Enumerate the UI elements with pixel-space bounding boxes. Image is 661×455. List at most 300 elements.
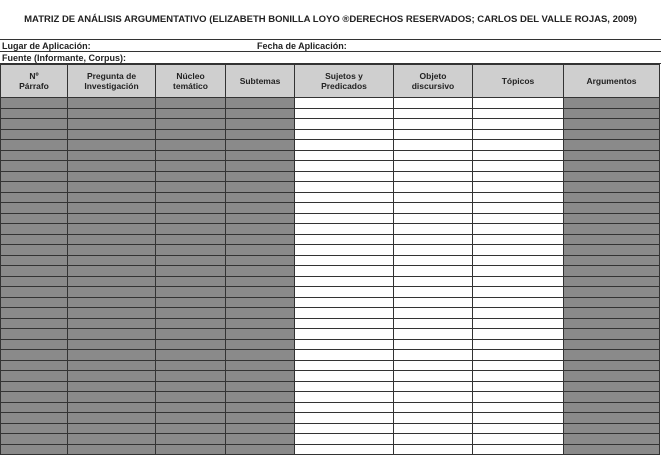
table-cell[interactable] (295, 339, 394, 350)
table-row (1, 171, 660, 182)
table-cell[interactable] (394, 119, 473, 130)
table-cell[interactable] (1, 287, 68, 298)
table-cell[interactable] (473, 234, 564, 245)
table-cell[interactable] (473, 297, 564, 308)
table-row (1, 360, 660, 371)
table-cell[interactable] (68, 129, 156, 140)
table-row (1, 392, 660, 403)
table-cell[interactable] (1, 444, 68, 455)
table-row (1, 161, 660, 172)
table-cell[interactable] (394, 329, 473, 340)
table-cell[interactable] (226, 119, 295, 130)
table-cell[interactable] (564, 297, 660, 308)
table-cell[interactable] (1, 266, 68, 277)
table-cell[interactable] (564, 308, 660, 319)
table-cell[interactable] (1, 255, 68, 266)
table-cell[interactable] (564, 140, 660, 151)
table-cell[interactable] (473, 308, 564, 319)
table-cell[interactable] (394, 434, 473, 445)
table-cell[interactable] (1, 150, 68, 161)
table-cell[interactable] (68, 318, 156, 329)
table-cell[interactable] (394, 224, 473, 235)
table-cell[interactable] (564, 192, 660, 203)
table-cell[interactable] (68, 192, 156, 203)
table-cell[interactable] (156, 140, 226, 151)
table-cell[interactable] (473, 287, 564, 298)
table-cell[interactable] (156, 381, 226, 392)
table-cell[interactable] (295, 350, 394, 361)
table-cell[interactable] (295, 297, 394, 308)
table-cell[interactable] (156, 413, 226, 424)
table-cell[interactable] (1, 203, 68, 214)
table-cell[interactable] (1, 413, 68, 424)
table-cell[interactable] (473, 350, 564, 361)
table-cell[interactable] (473, 381, 564, 392)
table-cell[interactable] (473, 119, 564, 130)
table-cell[interactable] (473, 360, 564, 371)
table-cell[interactable] (156, 108, 226, 119)
table-cell[interactable] (1, 213, 68, 224)
table-row (1, 371, 660, 382)
table-cell[interactable] (156, 119, 226, 130)
table-cell[interactable] (68, 308, 156, 319)
table-row (1, 444, 660, 455)
table-cell[interactable] (1, 329, 68, 340)
table-row (1, 245, 660, 256)
table-cell[interactable] (564, 129, 660, 140)
table-cell[interactable] (226, 140, 295, 151)
table-cell[interactable] (68, 98, 156, 109)
table-cell[interactable] (473, 129, 564, 140)
table-cell[interactable] (564, 381, 660, 392)
analysis-table (0, 64, 660, 455)
table-body (1, 98, 660, 455)
table-cell[interactable] (226, 371, 295, 382)
table-cell[interactable] (473, 339, 564, 350)
table-cell[interactable] (473, 213, 564, 224)
table-cell[interactable] (156, 371, 226, 382)
table-cell[interactable] (473, 150, 564, 161)
table-cell[interactable] (156, 276, 226, 287)
table-cell[interactable] (226, 444, 295, 455)
table-cell[interactable] (68, 329, 156, 340)
table-cell[interactable] (156, 266, 226, 277)
table-cell[interactable] (226, 434, 295, 445)
table-cell[interactable] (1, 98, 68, 109)
table-cell[interactable] (68, 371, 156, 382)
table-cell[interactable] (156, 224, 226, 235)
table-cell[interactable] (394, 192, 473, 203)
table-cell[interactable] (564, 98, 660, 109)
table-cell[interactable] (295, 434, 394, 445)
table-cell[interactable] (473, 329, 564, 340)
table-cell[interactable] (295, 150, 394, 161)
table-cell[interactable] (473, 266, 564, 277)
table-cell[interactable] (394, 129, 473, 140)
table-cell[interactable] (1, 192, 68, 203)
table-cell[interactable] (1, 381, 68, 392)
table-cell[interactable] (156, 339, 226, 350)
table-cell[interactable] (394, 339, 473, 350)
table-row (1, 350, 660, 361)
table-cell[interactable] (226, 245, 295, 256)
table-cell[interactable] (394, 234, 473, 245)
table-cell[interactable] (68, 119, 156, 130)
table-cell[interactable] (295, 318, 394, 329)
table-cell[interactable] (226, 381, 295, 392)
table-cell[interactable] (295, 161, 394, 172)
table-cell[interactable] (564, 392, 660, 403)
table-cell[interactable] (226, 360, 295, 371)
table-cell[interactable] (156, 245, 226, 256)
table-cell[interactable] (226, 213, 295, 224)
table-cell[interactable] (394, 381, 473, 392)
table-cell[interactable] (295, 192, 394, 203)
table-cell[interactable] (156, 297, 226, 308)
table-cell[interactable] (1, 360, 68, 371)
table-cell[interactable] (295, 171, 394, 182)
table-cell[interactable] (394, 161, 473, 172)
table-cell[interactable] (473, 402, 564, 413)
table-cell[interactable] (564, 119, 660, 130)
table-cell[interactable] (394, 360, 473, 371)
table-cell[interactable] (564, 371, 660, 382)
table-cell[interactable] (1, 276, 68, 287)
table-cell[interactable] (226, 297, 295, 308)
table-cell[interactable] (1, 371, 68, 382)
table-cell[interactable] (1, 308, 68, 319)
table-cell[interactable] (295, 266, 394, 277)
table-cell[interactable] (473, 245, 564, 256)
table-cell[interactable] (295, 108, 394, 119)
table-cell[interactable] (295, 381, 394, 392)
col-header-nucleo: Núcleo temático (156, 65, 226, 98)
table-cell[interactable] (1, 245, 68, 256)
table-cell[interactable] (226, 234, 295, 245)
table-cell[interactable] (156, 308, 226, 319)
table-cell[interactable] (473, 140, 564, 151)
meta-row-fuente (0, 52, 661, 64)
table-cell[interactable] (226, 171, 295, 182)
table-cell[interactable] (473, 255, 564, 266)
table-cell[interactable] (473, 98, 564, 109)
meta-row-lugar-fecha (0, 40, 661, 52)
table-cell[interactable] (295, 182, 394, 193)
table-cell[interactable] (394, 287, 473, 298)
table-cell[interactable] (295, 308, 394, 319)
table-cell[interactable] (1, 434, 68, 445)
table-cell[interactable] (394, 276, 473, 287)
table-cell[interactable] (564, 161, 660, 172)
table-row (1, 308, 660, 319)
table-cell[interactable] (564, 434, 660, 445)
table-cell[interactable] (226, 392, 295, 403)
table-cell[interactable] (564, 329, 660, 340)
table-cell[interactable] (68, 360, 156, 371)
table-cell[interactable] (295, 392, 394, 403)
table-cell[interactable] (226, 276, 295, 287)
table-cell[interactable] (68, 245, 156, 256)
table-cell[interactable] (1, 339, 68, 350)
table-cell[interactable] (156, 234, 226, 245)
table-cell[interactable] (473, 224, 564, 235)
table-cell[interactable] (156, 182, 226, 193)
table-cell[interactable] (295, 234, 394, 245)
table-cell[interactable] (295, 140, 394, 151)
table-cell[interactable] (394, 255, 473, 266)
table-cell[interactable] (295, 213, 394, 224)
table-cell[interactable] (564, 318, 660, 329)
table-cell[interactable] (473, 276, 564, 287)
table-cell[interactable] (226, 192, 295, 203)
table-cell[interactable] (156, 255, 226, 266)
table-cell[interactable] (394, 171, 473, 182)
table-cell[interactable] (473, 444, 564, 455)
table-row (1, 203, 660, 214)
table-cell[interactable] (394, 108, 473, 119)
table-cell[interactable] (394, 371, 473, 382)
table-row (1, 224, 660, 235)
table-cell[interactable] (394, 444, 473, 455)
table-cell[interactable] (156, 402, 226, 413)
table-cell[interactable] (295, 371, 394, 382)
table-row (1, 381, 660, 392)
table-cell[interactable] (564, 266, 660, 277)
table-cell[interactable] (473, 161, 564, 172)
table-cell[interactable] (156, 350, 226, 361)
table-cell[interactable] (564, 213, 660, 224)
table-cell[interactable] (564, 276, 660, 287)
table-cell[interactable] (156, 203, 226, 214)
table-cell[interactable] (68, 444, 156, 455)
table-cell[interactable] (226, 329, 295, 340)
table-cell[interactable] (156, 150, 226, 161)
table-cell[interactable] (1, 119, 68, 130)
table-cell[interactable] (1, 392, 68, 403)
table-cell[interactable] (394, 308, 473, 319)
table-cell[interactable] (394, 98, 473, 109)
table-cell[interactable] (394, 182, 473, 193)
table-cell[interactable] (1, 234, 68, 245)
table-cell[interactable] (394, 245, 473, 256)
table-cell[interactable] (564, 234, 660, 245)
table-cell[interactable] (564, 203, 660, 214)
fecha-label: Fecha de Aplicación: (257, 41, 347, 51)
table-cell[interactable] (295, 329, 394, 340)
table-cell[interactable] (564, 287, 660, 298)
table-cell[interactable] (295, 203, 394, 214)
table-row (1, 287, 660, 298)
table-cell[interactable] (226, 266, 295, 277)
table-cell[interactable] (564, 245, 660, 256)
table-cell[interactable] (295, 287, 394, 298)
table-cell[interactable] (473, 203, 564, 214)
table-cell[interactable] (295, 98, 394, 109)
table-row (1, 140, 660, 151)
table-cell[interactable] (1, 140, 68, 151)
table-cell[interactable] (473, 108, 564, 119)
table-cell[interactable] (68, 150, 156, 161)
table-row (1, 329, 660, 340)
table-cell[interactable] (156, 360, 226, 371)
table-row (1, 413, 660, 424)
table-cell[interactable] (394, 392, 473, 403)
table-cell[interactable] (156, 98, 226, 109)
table-cell[interactable] (564, 108, 660, 119)
table-cell[interactable] (394, 203, 473, 214)
table-cell[interactable] (295, 129, 394, 140)
table-cell[interactable] (1, 350, 68, 361)
table-cell[interactable] (564, 402, 660, 413)
table-cell[interactable] (564, 150, 660, 161)
table-cell[interactable] (1, 297, 68, 308)
table-cell[interactable] (564, 339, 660, 350)
table-cell[interactable] (394, 213, 473, 224)
table-cell[interactable] (68, 234, 156, 245)
table-cell[interactable] (226, 339, 295, 350)
table-cell[interactable] (564, 444, 660, 455)
table-cell[interactable] (473, 182, 564, 193)
table-cell[interactable] (156, 161, 226, 172)
table-cell[interactable] (226, 224, 295, 235)
table-cell[interactable] (68, 413, 156, 424)
table-cell[interactable] (68, 402, 156, 413)
table-cell[interactable] (1, 129, 68, 140)
table-cell[interactable] (68, 287, 156, 298)
table-cell[interactable] (564, 350, 660, 361)
table-cell[interactable] (295, 119, 394, 130)
table-row (1, 339, 660, 350)
table-cell[interactable] (68, 171, 156, 182)
table-cell[interactable] (68, 392, 156, 403)
table-cell[interactable] (226, 203, 295, 214)
table-cell[interactable] (295, 245, 394, 256)
table-cell[interactable] (156, 329, 226, 340)
table-row (1, 318, 660, 329)
lugar-label: Lugar de Aplicación: (2, 41, 91, 51)
table-cell[interactable] (394, 140, 473, 151)
table-cell[interactable] (156, 192, 226, 203)
table-cell[interactable] (68, 255, 156, 266)
table-cell[interactable] (295, 444, 394, 455)
table-cell[interactable] (68, 276, 156, 287)
table-cell[interactable] (156, 444, 226, 455)
table-cell[interactable] (226, 98, 295, 109)
table-cell[interactable] (1, 108, 68, 119)
table-cell[interactable] (473, 413, 564, 424)
table-cell[interactable] (68, 108, 156, 119)
table-cell[interactable] (156, 287, 226, 298)
table-cell[interactable] (295, 276, 394, 287)
table-cell[interactable] (1, 318, 68, 329)
table-cell[interactable] (68, 339, 156, 350)
table-cell[interactable] (295, 224, 394, 235)
col-header-sujetos: Sujetos y Predicados (295, 65, 394, 98)
col-header-topicos: Tópicos (473, 65, 564, 98)
fuente-label: Fuente (Informante, Corpus): (2, 53, 126, 63)
table-cell[interactable] (68, 182, 156, 193)
table-cell[interactable] (68, 203, 156, 214)
table-cell[interactable] (68, 213, 156, 224)
table-cell[interactable] (156, 318, 226, 329)
table-cell[interactable] (156, 171, 226, 182)
table-cell[interactable] (226, 318, 295, 329)
table-cell[interactable] (226, 350, 295, 361)
table-cell[interactable] (564, 413, 660, 424)
table-cell[interactable] (295, 413, 394, 424)
table-cell[interactable] (68, 434, 156, 445)
table-row (1, 276, 660, 287)
table-cell[interactable] (226, 129, 295, 140)
table-cell[interactable] (295, 255, 394, 266)
table-cell[interactable] (1, 224, 68, 235)
table-cell[interactable] (226, 308, 295, 319)
table-cell[interactable] (564, 255, 660, 266)
table-cell[interactable] (564, 360, 660, 371)
table-cell[interactable] (68, 140, 156, 151)
table-cell[interactable] (394, 413, 473, 424)
table-cell[interactable] (68, 297, 156, 308)
table-row (1, 434, 660, 445)
table-row (1, 108, 660, 119)
table-cell[interactable] (226, 255, 295, 266)
table-cell[interactable] (394, 297, 473, 308)
table-cell[interactable] (156, 392, 226, 403)
table-cell[interactable] (156, 434, 226, 445)
table-cell[interactable] (68, 161, 156, 172)
table-cell[interactable] (394, 318, 473, 329)
table-cell[interactable] (226, 182, 295, 193)
table-cell[interactable] (473, 318, 564, 329)
table-cell[interactable] (1, 182, 68, 193)
table-cell[interactable] (1, 161, 68, 172)
header-row (1, 65, 660, 98)
table-cell[interactable] (295, 402, 394, 413)
table-cell[interactable] (156, 129, 226, 140)
table-cell[interactable] (394, 402, 473, 413)
table-cell[interactable] (226, 108, 295, 119)
table-cell[interactable] (394, 266, 473, 277)
table-cell[interactable] (394, 150, 473, 161)
table-cell[interactable] (226, 402, 295, 413)
table-cell[interactable] (295, 360, 394, 371)
table-cell[interactable] (473, 171, 564, 182)
table-cell[interactable] (1, 402, 68, 413)
matrix-title: MATRIZ DE ANÁLISIS ARGUMENTATIVO (ELIZABETH BONILLA LOYO ®DERECHOS RESERVADOS; CARLOS DEL VALLE ROJAS, 2009) (0, 0, 661, 40)
table-cell[interactable] (68, 381, 156, 392)
table-cell[interactable] (564, 224, 660, 235)
table-cell[interactable] (473, 434, 564, 445)
table-cell[interactable] (394, 350, 473, 361)
table-cell[interactable] (1, 171, 68, 182)
table-cell[interactable] (226, 287, 295, 298)
table-cell[interactable] (226, 161, 295, 172)
table-cell[interactable] (68, 350, 156, 361)
table-row (1, 402, 660, 413)
table-cell[interactable] (156, 213, 226, 224)
table-cell[interactable] (68, 266, 156, 277)
table-cell[interactable] (226, 150, 295, 161)
table-cell[interactable] (226, 413, 295, 424)
table-cell[interactable] (473, 192, 564, 203)
table-row (1, 297, 660, 308)
col-header-argumentos: Argumentos (564, 65, 660, 98)
table-cell[interactable] (473, 371, 564, 382)
table-cell[interactable] (68, 224, 156, 235)
table-cell[interactable] (473, 392, 564, 403)
table-cell[interactable] (564, 171, 660, 182)
table-cell[interactable] (564, 182, 660, 193)
